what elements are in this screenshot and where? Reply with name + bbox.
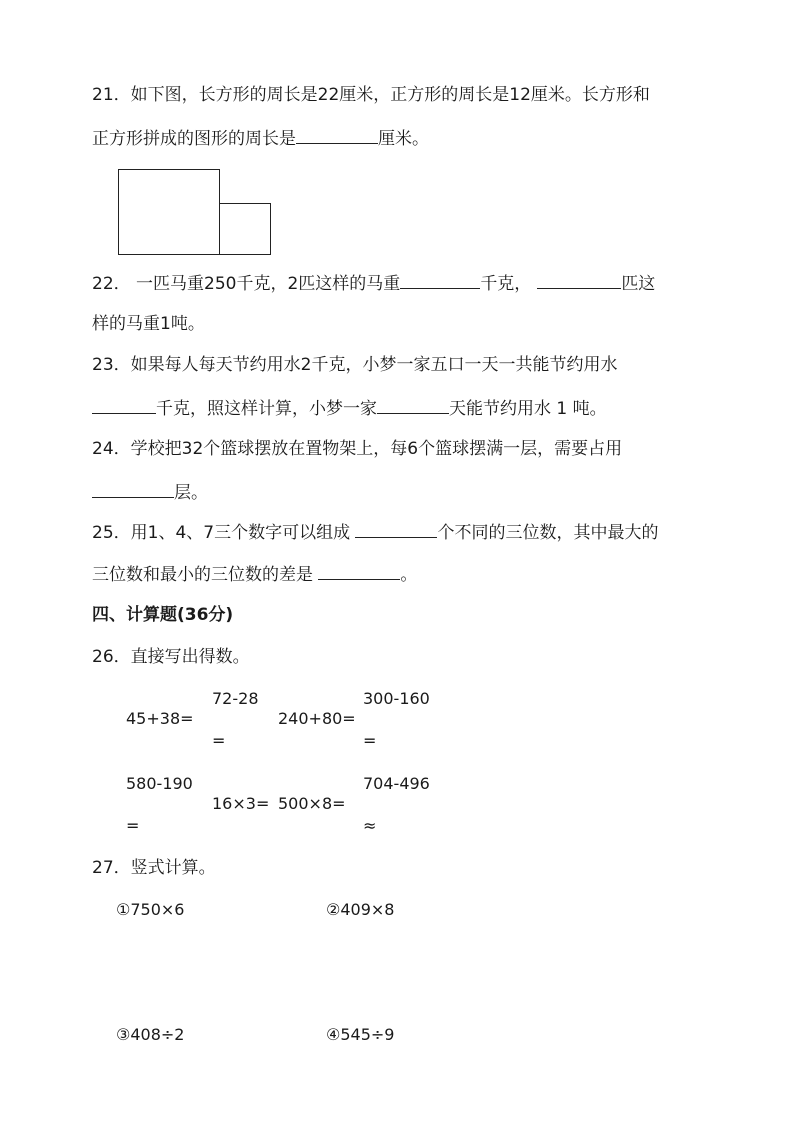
q25-line2 <box>92 561 417 587</box>
q25-text-b: 个不同的三位数，其中最大的 <box>437 523 659 543</box>
q24-line1: 24．学校把32个篮球摆放在置物架上，每6个篮球摆满一层，需要占用 <box>92 439 623 459</box>
q23-text-a: 千克，照这样计算，小梦一家 <box>156 399 377 419</box>
q21-answer-blank[interactable] <box>296 125 378 144</box>
q24-line2 <box>92 479 208 505</box>
q26-r2-c3: 500×8= <box>278 794 346 813</box>
q24-text-after: 层。 <box>174 483 208 503</box>
q26-r2-c2: 16×3= <box>212 794 270 813</box>
q22-text-b: 千克， <box>480 274 532 294</box>
q25-text-a: 25．用1、4、7三个数字可以组成 <box>92 523 356 543</box>
q25-blank-2[interactable] <box>318 561 400 580</box>
q26-r2-c4 <box>363 773 430 837</box>
q21-line2 <box>92 125 429 151</box>
q26-title: 26．直接写出得数。 <box>92 647 250 667</box>
q26-r1-c4 <box>363 688 430 752</box>
q27-problem-3: ③408÷2 <box>116 1025 185 1044</box>
q26-r1-c3: 240+80= <box>278 709 356 728</box>
q26-r1-c2-expr: 72-28 <box>212 689 259 708</box>
q27-title: 27．竖式计算。 <box>92 858 216 878</box>
q26-r2-c1-expr: 580-190 <box>126 774 193 793</box>
q23-line1: 23．如果每人每天节约用水2千克，小梦一家五口一天一共能节约用水 <box>92 355 618 375</box>
q21-text-before: 正方形拼成的图形的周长是 <box>92 129 296 149</box>
q26-r2-c4-expr: 704-496 <box>363 774 430 793</box>
q25-text-c: 三位数和最小的三位数的差是 <box>92 565 319 585</box>
q22-text-c: 匹这 <box>621 274 656 294</box>
q27-problem-2: ②409×8 <box>326 900 395 919</box>
q26-r2-c4-approx: ≈ <box>363 816 377 835</box>
q27-problem-4: ④545÷9 <box>326 1025 395 1044</box>
q26-r2-c1-eq: = <box>126 816 140 835</box>
q27-problem-1: ①750×6 <box>116 900 185 919</box>
q21-line1: 21．如下图，长方形的周长是22厘米，正方形的周长是12厘米。长方形和 <box>92 85 650 105</box>
q22-line1 <box>92 270 655 296</box>
q26-r1-c2-eq: = <box>212 731 226 750</box>
q22-text-a: 22． 一匹马重250千克，2匹这样的马重 <box>92 274 401 294</box>
q26-r2-c1 <box>126 773 193 837</box>
q23-text-b: 天能节约用水 1 吨。 <box>449 399 607 419</box>
q22-line2: 样的马重1吨。 <box>92 314 205 334</box>
q22-blank-2[interactable] <box>537 270 621 289</box>
q26-r1-c4-eq: = <box>363 731 377 750</box>
q26-r1-c4-expr: 300-160 <box>363 689 430 708</box>
q21-text-after: 厘米。 <box>378 129 429 149</box>
q23-line2 <box>92 395 607 421</box>
q25-line1 <box>92 519 658 545</box>
q23-blank-2[interactable] <box>377 395 449 414</box>
q23-blank-1[interactable] <box>92 395 156 414</box>
section-4-title: 四、计算题(36分) <box>92 605 234 625</box>
q26-r1-c1: 45+38= <box>126 709 194 728</box>
q25-text-d: 。 <box>400 565 418 585</box>
rectangle-shape <box>118 169 220 255</box>
q22-blank-1[interactable] <box>400 270 480 289</box>
q26-r1-c2 <box>212 688 259 752</box>
square-shape <box>219 203 271 255</box>
q25-blank-1[interactable] <box>355 519 437 538</box>
q24-blank[interactable] <box>92 479 174 498</box>
